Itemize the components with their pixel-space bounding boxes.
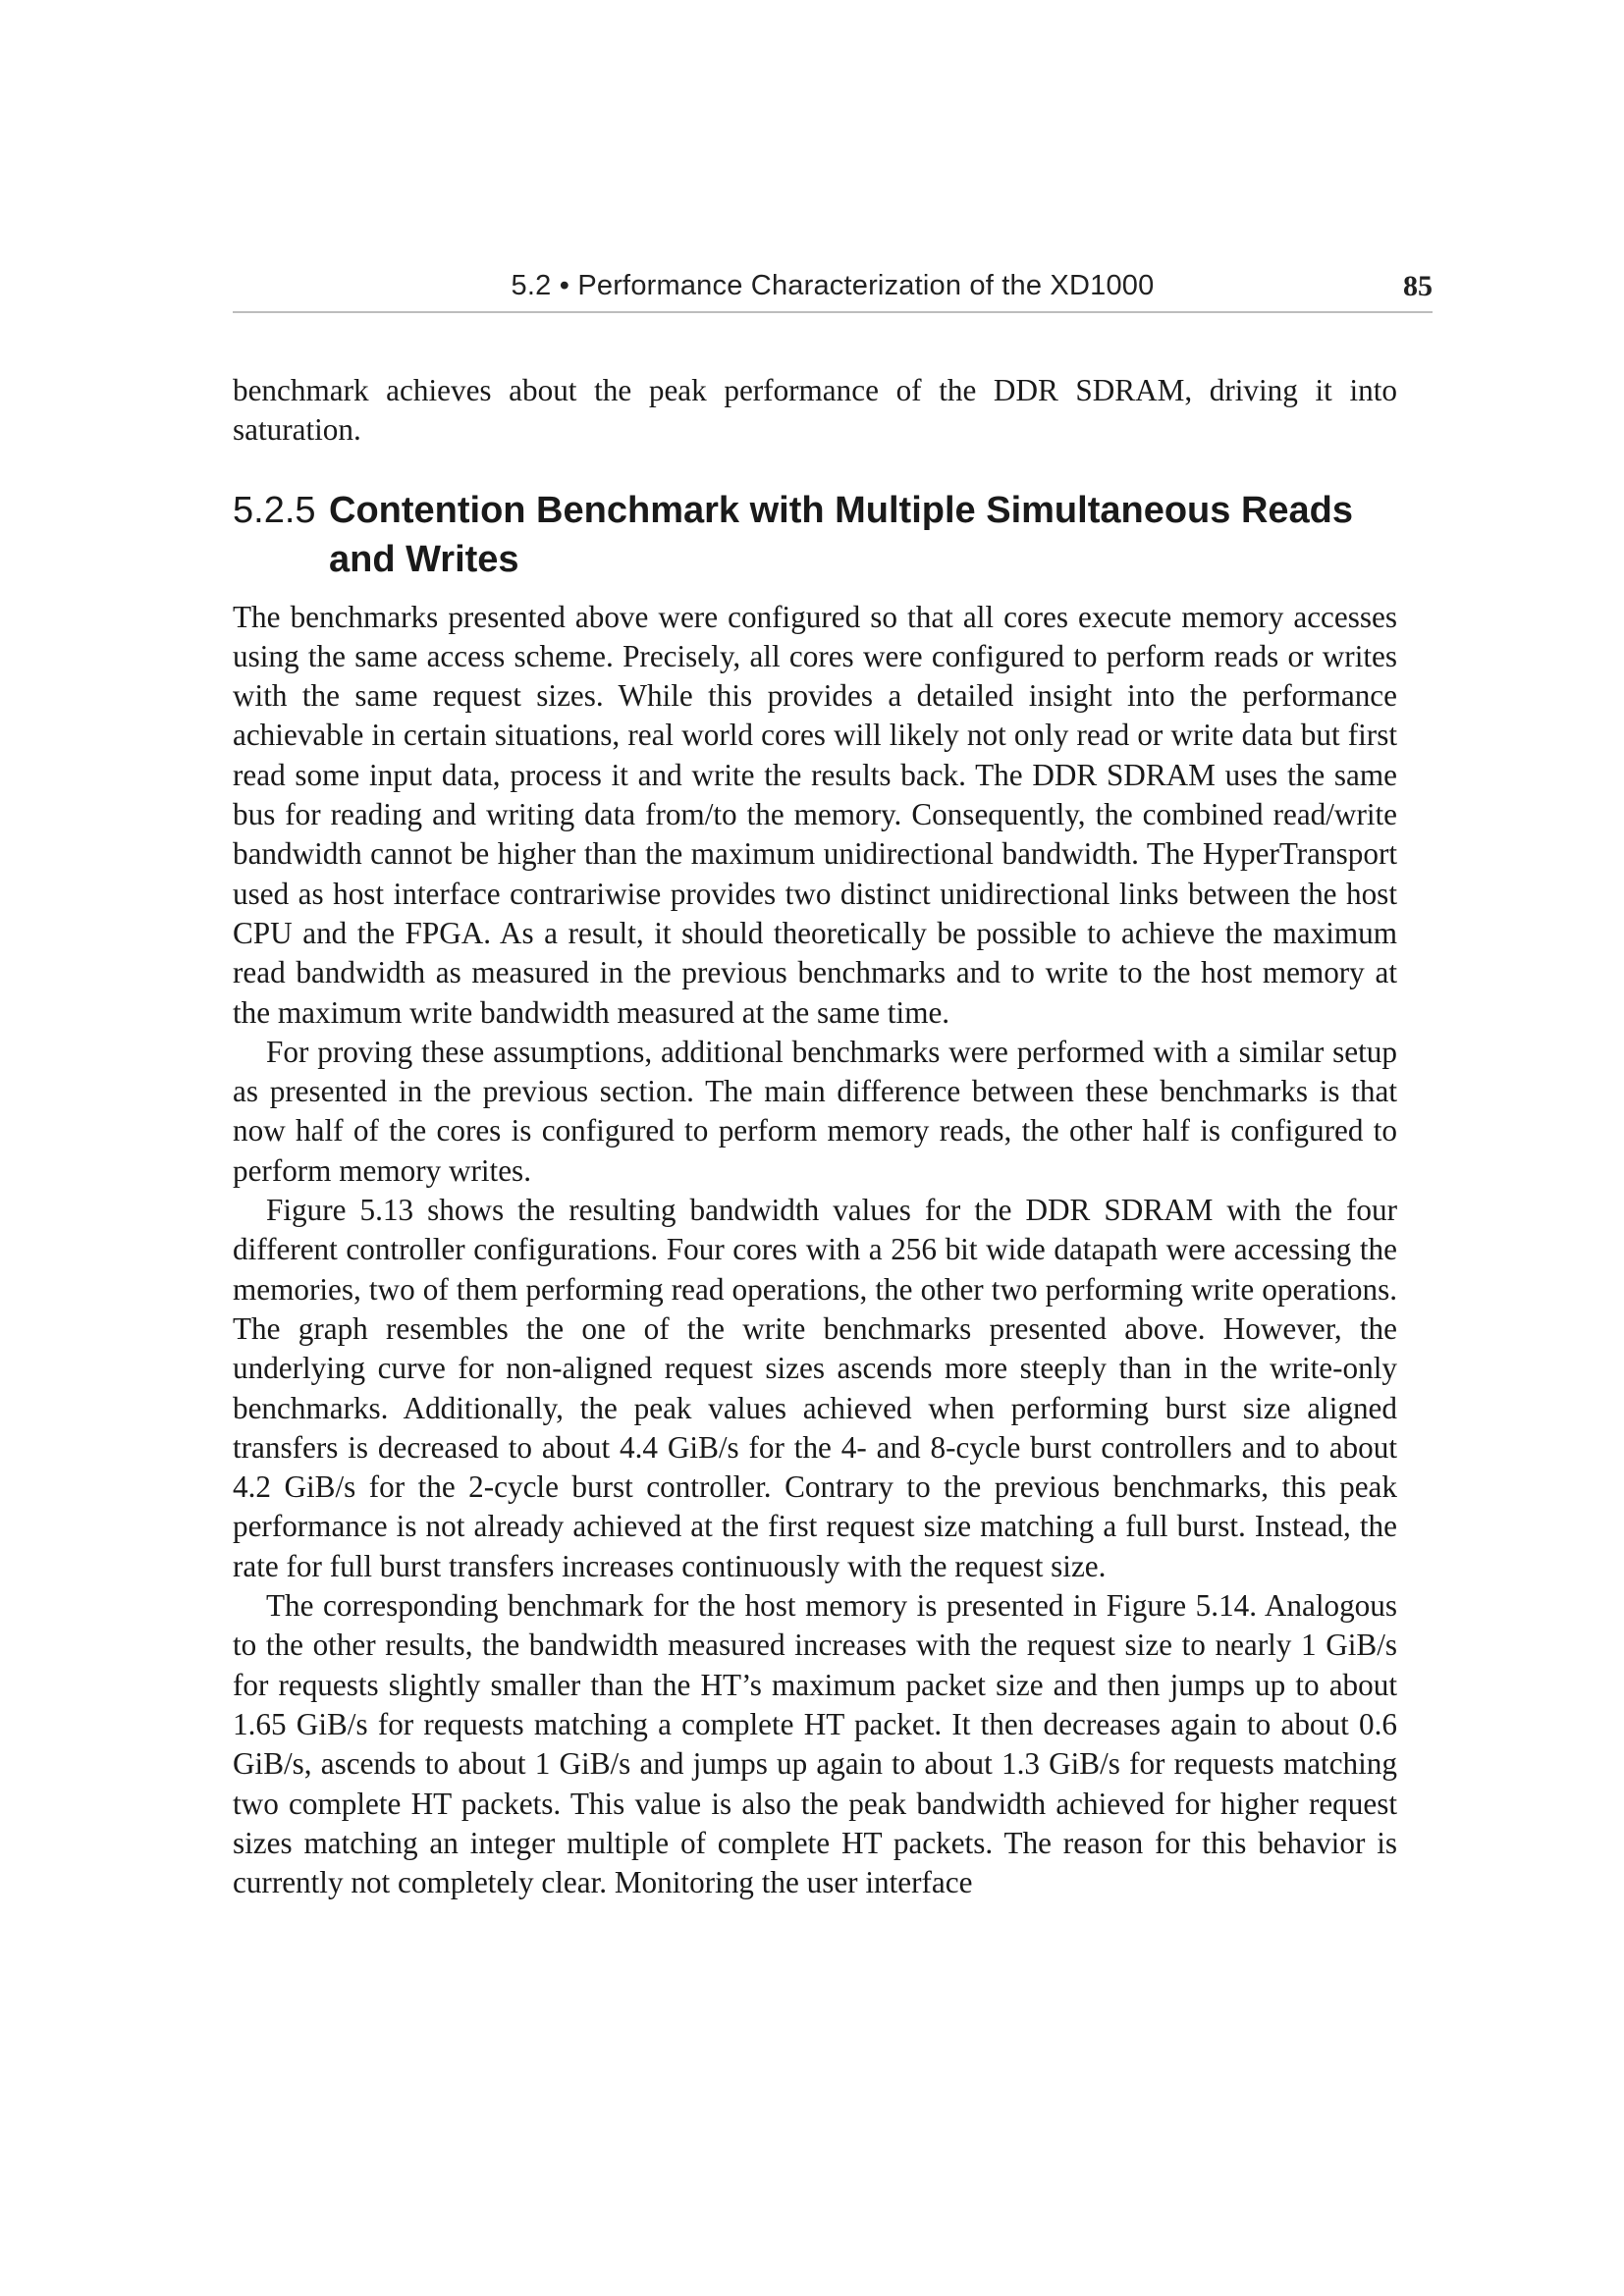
paragraph: The benchmarks presented above were configured so that all cores execute memory accesses using the same access scheme. Precisely, all cores were configured to perform reads or writes with the same request sizes. While this provides a detailed insight into the performance achievable in certain situations, real world cores will likely not only read or write data but first read some input data, process it and write the results back. The DDR SDRAM uses the same bus for reading and writing data from/to the memory. Consequently, the combined read/write bandwidth cannot be higher than the maximum unidirectional bandwidth. The HyperTransport used as host interface contrariwise provides two distinct unidirectional links between the host CPU and the FPGA. As a result, it should theoretically be possible to achieve the maximum read bandwidth as measured in the previous benchmarks and to write to the host memory at the maximum write bandwidth measured at the same time. (233, 599, 1397, 1030)
page-number: 85 (1403, 270, 1433, 302)
paragraph: Figure 5.13 shows the resulting bandwidth values for the DDR SDRAM with the four different controller configurations. Four cores with a 256 bit wide datapath were accessing the memories, two of them performing read operations, the other two performing write operations. The graph resembles the one of the write benchmarks presented above. However, the underlying curve for non-aligned request sizes ascends more steeply than in the write-only benchmarks. Additionally, the peak values achieved when performing burst size aligned transfers is decreased to about 4.4 GiB/s for the 4- and 8-cycle burst controllers and to about 4.2 GiB/s for the 2-cycle burst controller. Contrary to the previous benchmarks, this peak performance is not already achieved at the first request size matching a full burst. Instead, the rate for full burst transfers increases continuously with the request size. (233, 1193, 1397, 1583)
page-body (233, 371, 1397, 1902)
running-title: 5.2 • Performance Characterization of the XD1000 (511, 270, 1155, 301)
section-heading (233, 486, 1397, 584)
section-number: 5.2.5 (233, 489, 316, 531)
section-title: Contention Benchmark with Multiple Simultaneous Reads and Writes (329, 489, 1353, 580)
running-header (233, 268, 1433, 313)
paragraph-continued: benchmark achieves about the peak performance of the DDR SDRAM, driving it into saturation. (233, 373, 1397, 448)
paragraph: For proving these assumptions, additional benchmarks were performed with a similar setup as presented in the previous section. The main difference between these benchmarks is that now half of the cores is configured to perform memory reads, the other half is configured to perform memory writes. (233, 1034, 1397, 1188)
paragraph: The corresponding benchmark for the host memory is presented in Figure 5.14. Analogous to the other results, the bandwidth measured increases with the request size to nearly 1 GiB/s for requests slightly smaller than the HT’s maximum packet size and then jumps up to about 1.65 GiB/s for requests matching a complete HT packet. It then decreases again to about 0.6 GiB/s, ascends to about 1 GiB/s and jumps up again to about 1.3 GiB/s for requests matching two complete HT packets. This value is also the peak bandwidth achieved for higher request sizes matching an integer multiple of complete HT packets. The reason for this behavior is currently not completely clear. Monitoring the user interface (233, 1588, 1397, 1900)
